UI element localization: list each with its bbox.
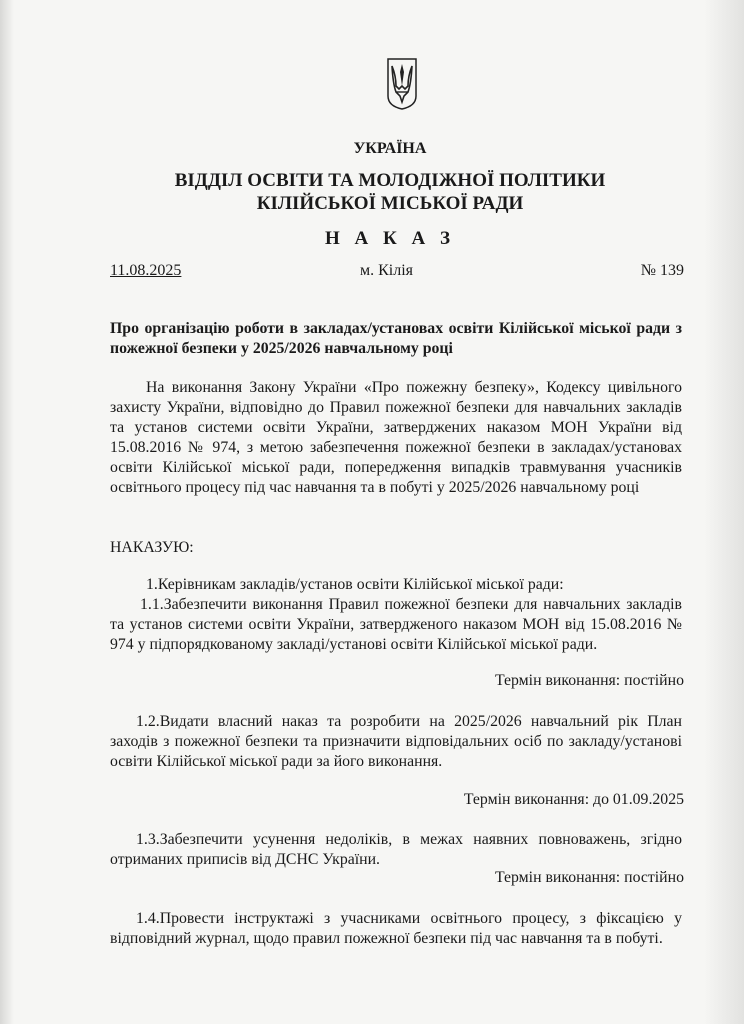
- document-city: м. Кілія: [360, 262, 414, 279]
- command-word: НАКАЗУЮ:: [110, 539, 194, 556]
- document-number: № 139: [640, 262, 684, 279]
- item-1-4: 1.4.Провести інструктажі з учасниками освітнього процесу, з фіксацією у відповідний журнал, щодо правил пожежної безпеки під час навчання та в побуті.: [110, 910, 682, 947]
- preamble-paragraph: На виконання Закону України «Про пожежну безпеку», Кодексу цивільного захисту України, відповідно до Правил пожежної безпеки для навчальних закладів та установ системи освіти України, затверджених наказом МОН України від 15.08.2016 № 974, з метою забезпечення пожежної безпеки в закладах/установах освіти Кілійської міської ради, попередження випадків травмування учасників освітнього процесу під час навчання та в побуті у 2025/2026 навчальному році: [110, 379, 682, 496]
- document-type-heading: Н А К А З: [324, 228, 456, 249]
- document-title: Про організацію роботи в закладах/установах освіти Кілійської міської ради з пожежної безпеки у 2025/2026 навчальному році: [110, 320, 682, 357]
- item-1-3: 1.3.Забезпечити усунення недоліків, в межах наявних повноважень, згідно отриманих приписів від ДСНС України.: [110, 831, 682, 868]
- department-heading-line1: ВІДДІЛ ОСВІТИ ТА МОЛОДІЖНОЇ ПОЛІТИКИ: [174, 170, 606, 191]
- ukraine-trident-icon: [386, 56, 418, 110]
- document-date: 11.08.2025: [110, 262, 182, 279]
- deadline-1-2: Термін виконання: до 01.09.2025: [463, 791, 684, 808]
- item-1-1: 1.1.Забезпечити виконання Правил пожежної безпеки для навчальних закладів та установ системи освіти України, затвердженого наказом МОН від 15.08.2016 № 974 у підпорядкованому закладі/установі освіти Кілійської міської ради.: [110, 596, 682, 653]
- country-heading: УКРАЇНА: [353, 140, 427, 157]
- department-heading-line2: КІЛІЙСЬКОЇ МІСЬКОЇ РАДИ: [256, 193, 524, 214]
- item-1: 1.Керівникам закладів/установ освіти Кілійської міської ради:: [146, 576, 564, 593]
- deadline-1-3: Термін виконання: постійно: [494, 869, 684, 886]
- item-1-2: 1.2.Видати власний наказ та розробити на 2025/2026 навчальний рік План заходів з пожежної безпеки та призначити відповідальних осіб по закладу/установі освіти Кілійської міської ради за його виконання.: [110, 713, 682, 770]
- deadline-1-1: Термін виконання: постійно: [494, 672, 684, 689]
